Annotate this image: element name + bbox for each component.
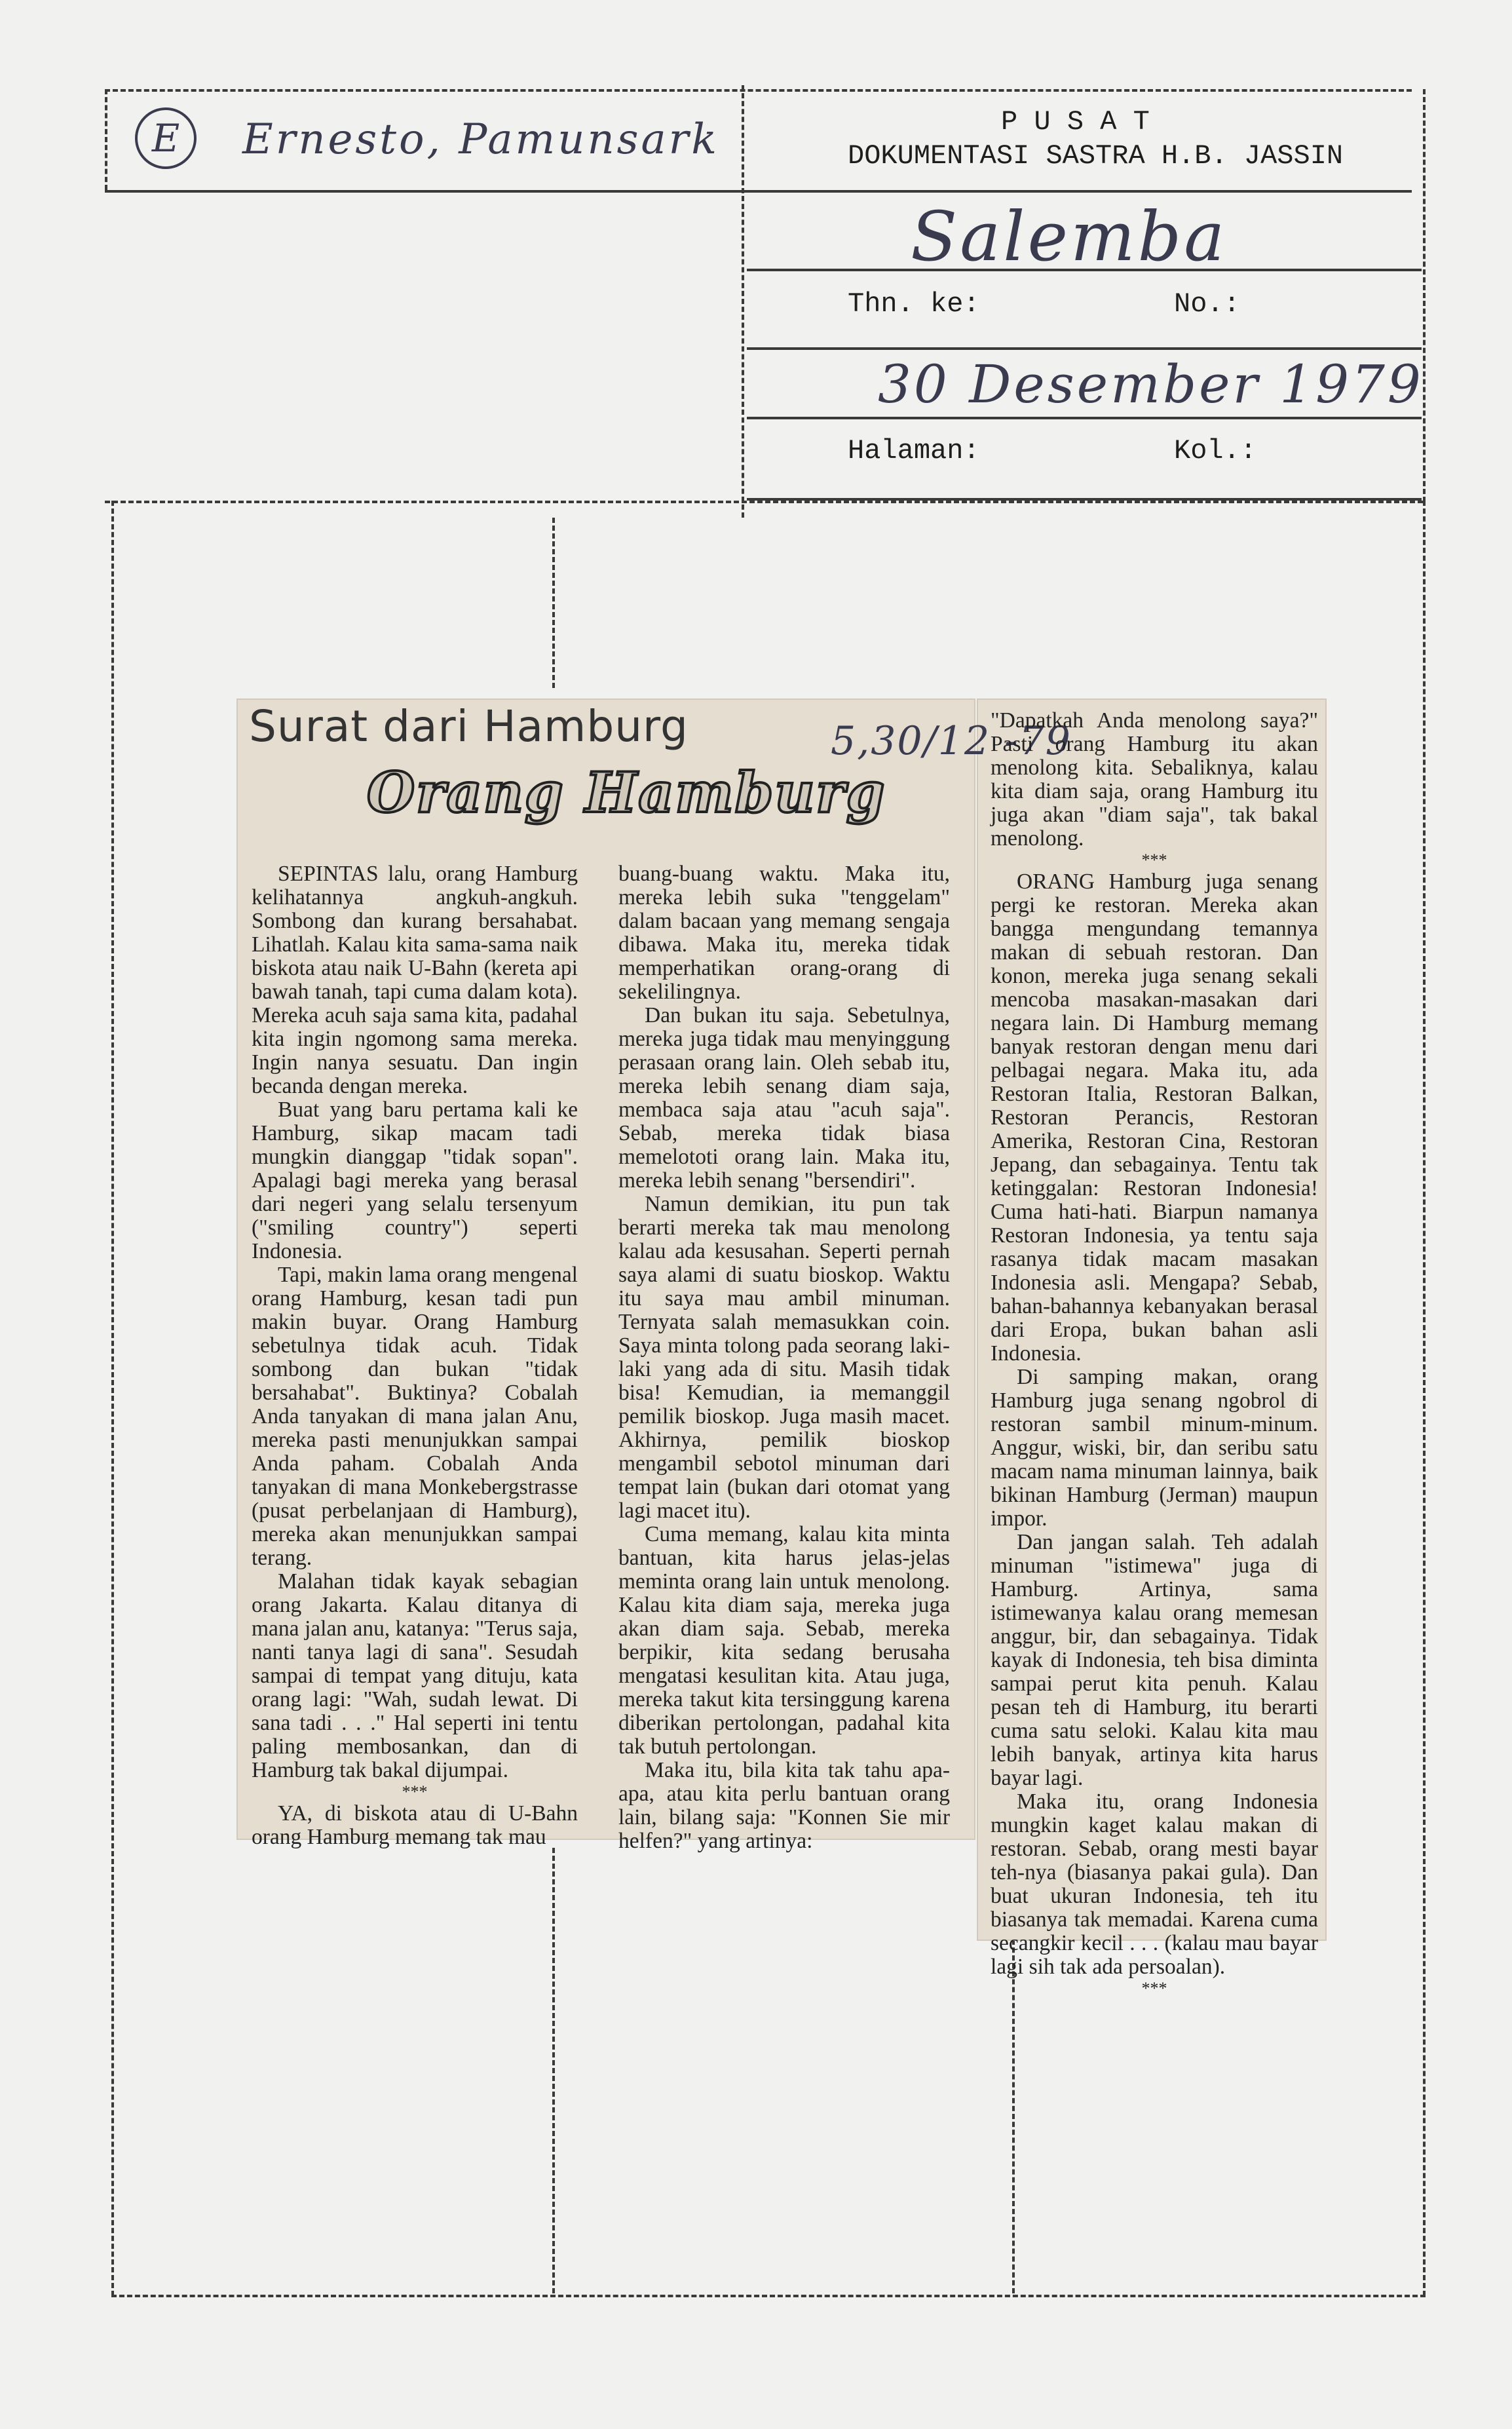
col3-paragraph: "Dapatkah Anda menolong saya?" Pasti orang Hamburg itu akan menolong kita. Sebaliknya, kalau kita diam saja, orang Hamburg itu juga akan "diam saja", tak bakal menolong. bbox=[991, 708, 1318, 851]
no-label: No.: bbox=[1174, 288, 1240, 320]
col3-paragraph: Maka itu, orang Indonesia mungkin kaget kalau makan di restoran. Sebab, orang mesti bayar teh-nya (biasanya pakai gula). Dan buat ukuran Indonesia, teh itu biasanya tak memadai. Karena cuma secangkir kecil . . . (kalau mau bayar lagi sih tak ada persoalan). bbox=[991, 1789, 1318, 1979]
frame-right-header-edge bbox=[1423, 89, 1426, 502]
section-separator: *** bbox=[402, 1782, 428, 1801]
col1-paragraph: Tapi, makin lama orang mengenal orang Hamburg, kesan tadi pun makin buyar. Orang Hamburg sebetulnya tidak acuh. Tidak sombong dan bukan "tidak bersahabat". Buktinya? Cobalah Anda tanyakan di mana jalan Anu, mereka pasti menunjukkan sampai Anda paham. Cobalah Anda tanyakan di mana Monkebergstrasse (pusat perbelanjaan di Hamburg), mereka akan menunjukkan sampai terang. bbox=[252, 1263, 578, 1570]
col2-paragraph: buang-buang waktu. Maka itu, mereka lebih suka "tenggelam" dalam bacaan yang memang sengaja dibawa. Maka itu, mereka tidak memperhatikan orang-orang di sekelilingnya. bbox=[618, 862, 950, 1004]
frame-line-date bbox=[747, 417, 1422, 419]
halaman-label: Halaman: bbox=[848, 435, 980, 467]
kol-label: Kol.: bbox=[1174, 435, 1257, 467]
article-kicker: Surat dari Hamburg bbox=[249, 701, 689, 752]
institution-name: DOKUMENTASI SASTRA H.B. JASSIN bbox=[848, 140, 1344, 172]
frame-main-right bbox=[1423, 501, 1426, 2296]
article-column-2 bbox=[618, 862, 950, 1853]
col1-paragraph: Buat yang baru pertama kali ke Hamburg, sikap macam tadi mungkin dianggap "tidak sopan". Apalagi bagi mereka yang berasal dari negeri yang selalu tersenyum ("smiling country") seperti Indonesia. bbox=[252, 1098, 578, 1263]
author-handwritten: Ernesto, Pamunsark bbox=[242, 115, 720, 164]
frame-main-bottom bbox=[111, 2295, 1426, 2297]
pusat-label: P U S A T bbox=[1001, 106, 1150, 138]
col1-paragraph: SEPINTAS lalu, orang Hamburg kelihatannya angkuh-angkuh. Sombong dan kurang bersahabat. Lihatlah. Kalau kita sama-sama naik biskota atau naik U-Bahn (kereta api bawah tanah, tapi cuma dalam kota). Mereka acuh saja sama kita, padahal kita ingin ngomong sama mereka. Ingin nanya sesuatu. Dan ingin becanda dengan mereka. bbox=[252, 862, 578, 1098]
col3-paragraph: ORANG Hamburg juga senang pergi ke restoran. Mereka akan bangga mengundang temannya makan di sebuah restoran. Dan konon, mereka juga senang sekali mencoba masakan-masakan dari negara lain. Di Hamburg memang banyak restoran dengan menu dari pelbagai negara. Maka itu, ada Restoran Italia, Restoran Balkan, Restoran Perancis, Restoran Amerika, Restoran Cina, Restoran Jepang, dan sebagainya. Tentu tak ketinggalan: Restoran Indonesia! Cuma hati-hati. Biarpun namanya Restoran Indonesia, ya tentu saja rasanya tidak macam masakan Indonesia asli. Mengapa? Sebab, bahan-bahannya kebanyakan berasal dari Eropa, bukan bahan asli Indonesia. bbox=[991, 870, 1318, 1366]
article-title: Orang Hamburg bbox=[367, 760, 886, 825]
article-column-3 bbox=[991, 709, 1318, 1999]
section-separator: *** bbox=[1141, 1979, 1167, 1998]
col2-paragraph: Cuma memang, kalau kita minta bantuan, kita harus jelas-jelas meminta orang lain untuk menolong. Kalau kita diam saja, mereka juga akan diam saja. Sebab, mereka berpikir, kita sedang berusaha mengatasi kesulitan kita. Atau juga, mereka takut kita tersinggung karena diberikan pertolongan, padahal kita tak butuh pertolongan. bbox=[618, 1522, 950, 1759]
frame-center-dashes-top bbox=[552, 518, 555, 688]
col2-paragraph: Maka itu, bila kita tak tahu apa-apa, atau kita perlu bantuan orang lain, bilang saja: "Konnen Sie mir helfen?" yang artinya: bbox=[618, 1758, 950, 1853]
frame-center-dashes-bottom bbox=[552, 1848, 555, 2293]
thn-label: Thn. ke: bbox=[848, 288, 980, 320]
clipping-date-note: 5,30/12 -79 bbox=[831, 718, 1072, 764]
newspaper-handwritten: Salemba bbox=[911, 197, 1228, 277]
letter-mark: E bbox=[135, 107, 197, 169]
col2-paragraph: Dan bukan itu saja. Sebetulnya, mereka juga tidak mau menyinggung perasaan orang lain. Oleh sebab itu, mereka lebih senang diam saja, membaca saja atau "acuh saja". Sebab, mereka tidak biasa memelototi orang lain. Maka itu, mereka lebih senang "bersendiri". bbox=[618, 1003, 950, 1193]
frame-line-thn bbox=[747, 347, 1422, 350]
col1-paragraph: Malahan tidak kayak sebagian orang Jakarta. Kalau ditanya di mana jalan anu, katanya: "Terus saja, nanti tanya lagi di sana". Sesudah sampai di tempat yang dituju, kata orang lagi: "Wah, sudah lewat. Di sana tadi . . ." Hal seperti ini tentu paling membosankan, dan di Hamburg tak bakal dijumpai. bbox=[252, 1569, 578, 1782]
col1-paragraph: YA, di biskota atau di U-Bahn orang Hamburg memang tak mau bbox=[252, 1801, 578, 1849]
frame-main-left bbox=[111, 501, 114, 2296]
date-handwritten: 30 Desember 1979 bbox=[878, 354, 1424, 415]
col3-paragraph: Di samping makan, orang Hamburg juga senang ngobrol di restoran sambil minum-minum. Anggur, wiski, bir, dan seribu satu macam nama minuman lainnya, baik bikinan Hamburg (Jerman) maupun impor. bbox=[991, 1365, 1318, 1531]
article-column-1 bbox=[252, 862, 578, 1849]
col2-paragraph: Namun demikian, itu pun tak berarti mereka tak mau menolong kalau ada kesusahan. Seperti pernah saya alami di suatu bioskop. Waktu itu saya mau ambil minuman. Ternyata salah memasukkan coin. Saya minta tolong pada seorang laki-laki yang ada di situ. Masih tidak bisa! Kemudian, ia memanggil pemilik bioskop. Juga masih macet. Akhirnya, pemilik bioskop mengambil sebotol minuman dari tempat lain (bukan dari otomat yang lagi macet itu). bbox=[618, 1192, 950, 1523]
frame-main-top bbox=[105, 501, 1423, 503]
frame-left-header-edge bbox=[105, 89, 107, 190]
frame-header-bottom-line bbox=[105, 190, 1412, 193]
section-separator: *** bbox=[1141, 851, 1167, 870]
frame-top-line bbox=[105, 89, 1412, 92]
col3-paragraph: Dan jangan salah. Teh adalah minuman "istimewa" juga di Hamburg. Artinya, sama istimewanya kalau orang memesan anggur, bir, dan sebagainya. Tidak kayak di Indonesia, teh bisa diminta sampai perut kita penuh. Kalau pesan teh di Hamburg, itu berarti cuma satu seloki. Kalau kita mau lebih banyak, artinya kita harus bayar lagi. bbox=[991, 1530, 1318, 1790]
frame-header-divider bbox=[742, 85, 744, 518]
